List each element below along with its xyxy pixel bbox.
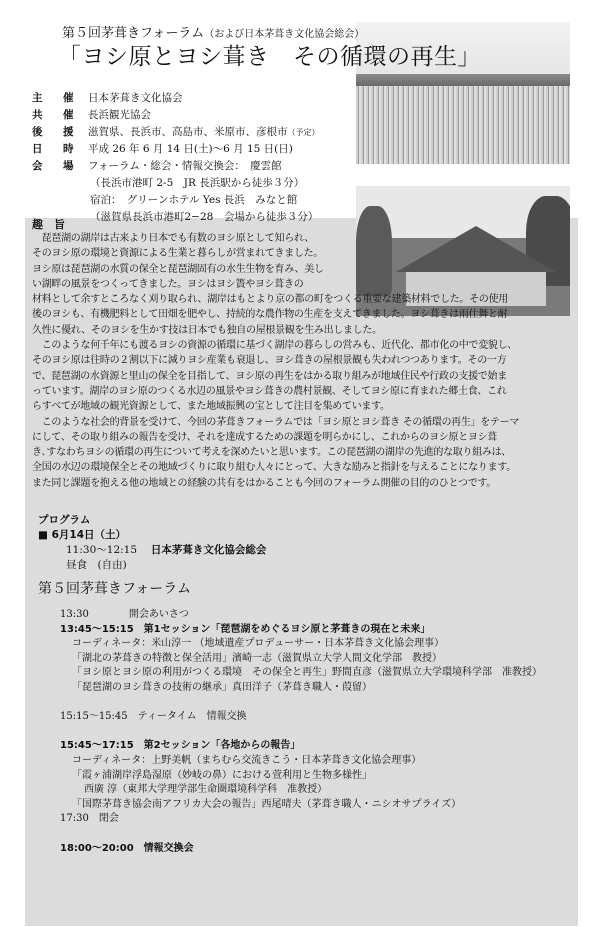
schedule-line: コーディネータ：米山淳一 （地域遺産プロデューサー・日本茅葺き文化協会理事） xyxy=(72,638,445,650)
info-host xyxy=(32,90,320,107)
event-info xyxy=(32,90,320,225)
support-note: （予定） xyxy=(287,127,320,137)
schedule-line: 西廣 淳（東邦大学理学部生命圏環境科学科 准教授） xyxy=(84,784,328,796)
info-value: 日本茅葺き文化協会 xyxy=(88,92,183,104)
forum-schedule xyxy=(60,608,542,856)
purpose-line: き､すなわちヨシの循環の再生について考えを深めたいと思います。この琵琶湖の湖岸の先進的な取り組みは、 xyxy=(32,447,511,459)
info-label: 後 援 xyxy=(32,125,79,138)
schedule-line: 17:30 閉会 xyxy=(60,813,119,825)
purpose-heading: 趣 旨 xyxy=(32,218,65,231)
info-venue xyxy=(32,158,320,175)
schedule-line: 13:45〜15:15 第1セッション「琵琶湖をめぐるヨシ原と茅葺きの現在と未来」 xyxy=(60,623,431,635)
forum-heading: 第５回茅葺きフォーラム xyxy=(38,581,192,597)
purpose-line: このような社会的背景を受けて、今回の茅葺きフォーラムでは「ヨシ原とヨシ葺き その循環の再生」をテーマ xyxy=(32,416,520,428)
schedule-line: 「湖北の茅葺きの特徴と保全活用」濱崎一志（滋賀県立大学人間文化学部 教授） xyxy=(72,652,442,664)
schedule-line: 「ヨシ原とヨシ原の利用がつくる環境 その保全と再生」野間直彦（滋賀県立大学環境科学部 准教授） xyxy=(72,667,542,679)
purpose-line: このような何千年にも渡るヨシの資源の循環に基づく湖岸の暮らしの営みも、近代化、都市化の中で変貌し、 xyxy=(32,340,517,352)
schedule-line: 13:30 開会あいさつ xyxy=(60,609,189,620)
program-day: ■ 6月14日（土） xyxy=(38,529,126,541)
purpose-line: そのヨシ原の環境と資源による生業と暮らしが営まれてきました。 xyxy=(32,248,323,260)
program-title: 日本茅葺き文化協会総会 xyxy=(150,544,267,556)
purpose-line: にして、その取り組みの報告を受け、それを達成するための課題を明らかにし、これからのヨシ原とヨシ葺 xyxy=(32,431,497,443)
purpose-line: い湖畔の風景をつくってきました。ヨシはヨシ簀やヨシ葺きの xyxy=(32,278,304,290)
info-value: フォーラム・総会・情報交換会： 慶雲館 xyxy=(88,160,282,173)
program-heading: プログラム xyxy=(38,514,91,526)
page-title: 「ヨシ原とヨシ葺き その循環の再生」 xyxy=(58,44,481,70)
info-label: 主 催 xyxy=(32,92,79,104)
schedule-line: 15:15〜15:45 ティータイム 情報交換 xyxy=(60,711,247,723)
info-cohost xyxy=(32,107,320,124)
info-value xyxy=(88,124,320,142)
schedule-line xyxy=(60,696,542,711)
subtitle-note: （および日本茅葺き文化協会総会） xyxy=(204,29,365,40)
schedule-line xyxy=(60,725,542,740)
purpose-line: で、琵琶湖の水資源と里山の保全を目指して、ヨシ原の再生をはかる取り組みが地域住民や行政の支援で始ま xyxy=(32,370,507,382)
support-orgs: 滋賀県、長浜市、高島市、米原市、彦根市 xyxy=(88,125,288,138)
schedule-line: 18:00〜20:00 情報交換会 xyxy=(60,842,194,854)
info-value: 平成 26 年 6 月 14 日(土)〜6 月 15 日(日) xyxy=(88,143,293,156)
purpose-line: 久性に優れ、そのヨシを生かす技は日本でも独自の屋根景観を生み出しました。 xyxy=(32,324,382,336)
venue-address: （長浜市港町 2-5 JR 長浜駅から徒歩３分） xyxy=(90,176,305,189)
schedule-line: 「国際茅葺き協会南アフリカ大会の報告」西尾晴夫（茅葺き職人・ニシオサプライズ） xyxy=(72,798,462,810)
info-label: 日 時 xyxy=(32,143,79,156)
purpose-line: 全国の水辺の環境保全とその地域づくりに取り組む人々にとって、大きな励みと指針を与えることになります。 xyxy=(32,462,516,474)
schedule-line: 「琵琶湖のヨシ葺きの技術の継承」真田洋子（茅葺き職人・葭留） xyxy=(72,681,372,693)
purpose-line: らすべてが地域の観光資源として、また地域振興の宝として注目を集めています。 xyxy=(32,401,390,413)
subtitle-main: 第５回茅葺きフォーラム xyxy=(62,26,205,41)
schedule-line: コーディネータ：上野美帆（まちむら交流きこう・日本茅葺き文化協会理事） xyxy=(72,754,422,766)
program-item xyxy=(38,543,266,558)
program-section xyxy=(38,513,266,573)
purpose-line: っています。湖岸のヨシ原のつくる水辺の風景やヨシ葺きの農村景観、そしてヨシ原に育まれた郷土食、これ xyxy=(32,385,507,397)
purpose-line: 後のヨシも、有機肥料として田畑を肥やし、持続的な農作物の生産を支えてきました。ヨシ葺きは雨仕舞と耐 xyxy=(32,309,508,321)
purpose-line: そのヨシ原は往時の２割以下に減りヨシ産業も衰退し、ヨシ葺きの屋根景観も失われつつあります。その一方 xyxy=(32,355,507,367)
lodging: 宿泊： グリーンホテル Yes 長浜 みなと館 xyxy=(90,193,298,206)
info-value: 長浜観光協会 xyxy=(88,108,151,121)
schedule-line: 「霞ヶ浦湖岸浮島湿原（妙岐の鼻）における萱利用と生物多様性」 xyxy=(72,769,372,781)
purpose-line: 材料として余すところなく刈り取られ、湖岸はもとより京の都の町をつくる重要な建築材料でした。その使用 xyxy=(32,294,508,306)
schedule-line xyxy=(60,827,542,842)
info-date xyxy=(32,141,320,158)
purpose-body xyxy=(32,231,577,491)
purpose-line: また同じ課題を抱える他の地域との経験の共有をはかることも今回のフォーラム開催の目的のひとつです。 xyxy=(32,477,496,489)
purpose-line: 琵琶湖の湖岸は古来より日本でも有数のヨシ原として知られ、 xyxy=(32,233,314,244)
lodging-address: （滋賀県長浜市港町2−28 会場から徒歩３分） xyxy=(90,210,319,223)
info-label: 共 催 xyxy=(32,108,79,121)
info-support xyxy=(32,124,320,142)
program-lunch: 昼食 (自由) xyxy=(66,559,127,571)
info-label: 会 場 xyxy=(32,160,79,173)
program-time: 11:30〜12:15 xyxy=(66,544,138,556)
purpose-line: ヨシ原は琵琶湖の水質の保全と琵琶湖固有の水生生物を育み、美し xyxy=(32,263,324,275)
schedule-line: 15:45〜17:15 第2セッション「各地からの報告」 xyxy=(60,740,301,752)
photo-hills xyxy=(356,74,570,86)
